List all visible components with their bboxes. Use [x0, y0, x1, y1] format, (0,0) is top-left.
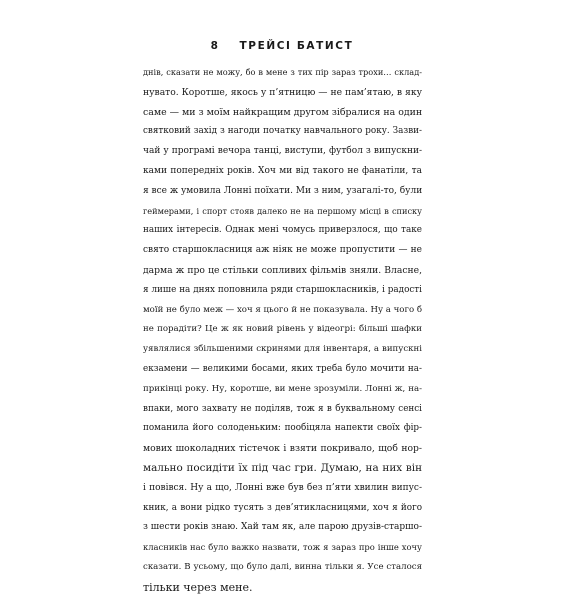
text-line: мових шоколадних тістечок і взяти покривало, щоб нор-: [143, 443, 422, 455]
text-line: поманила його солоденьким: пообіцяла напекти своїх фір-: [143, 423, 422, 434]
running-head: [0, 40, 564, 52]
text-line: впаки, мого захвату не поділяв, тож я в буквальному сенсі: [143, 403, 422, 414]
text-line: і повівся. Ну а що, Лонні вже був без п’яти хвилин випус-: [143, 482, 422, 493]
text-line: з шести років знаю. Хай там як, але парою друзів-старшо-: [143, 522, 422, 533]
page-number: 8: [210, 40, 220, 52]
text-line: сказати. В усьому, що було далі, винна тільки я. Усе сталося: [143, 561, 422, 572]
text-line: свято старшокласниця аж ніяк не може пропустити — не: [143, 245, 422, 256]
text-line: класників нас було важко назвати, тож я зараз про інше хочу: [143, 542, 422, 553]
text-line: днів, сказати не можу, бо в мене з тих пір зараз трохи… склад-: [143, 67, 422, 77]
text-line: кник, а вони рідко тусять з дев’ятикласницями, хоч я його: [143, 502, 422, 513]
text-line: ками попередніх років. Хоч ми від такого не фанатіли, та: [143, 165, 422, 176]
text-line: моїй не було меж — хоч я цього й не показувала. Ну а чого б: [143, 304, 423, 315]
text-line: не порадіти? Це ж як новий рівень у відеогрі: більші шафки: [143, 324, 422, 335]
text-line: уявлялися збільшеними скринями для інвентаря, а випускні: [143, 344, 422, 355]
text-line: мально посидіти їх під час гри. Думаю, на них він: [143, 461, 422, 474]
text-line: саме — ми з моїм найкращим другом зібралися на один: [143, 106, 423, 118]
author-name: ТРЕЙСІ БАТИСТ: [239, 40, 354, 52]
text-line: прикінці року. Ну, коротше, ви мене зрозуміли. Лонні ж, на-: [143, 383, 422, 394]
text-line: дарма ж про це стільки сопливих фільмів зняли. Власне,: [143, 264, 422, 276]
text-line: тільки через мене.: [143, 580, 253, 594]
text-line: нувато. Коротше, якось у п’ятницю — не пам’ятаю, в яку: [143, 86, 422, 98]
text-line: чай у програмі вечора танці, виступи, футбол з випускни-: [143, 146, 422, 157]
text-line: геймерами, і спорт стояв далеко не на першому місці в списку: [143, 205, 422, 216]
body-text: [143, 63, 422, 598]
text-line: я все ж умовила Лонні поїхати. Ми з ним, узагалі-то, були: [143, 185, 423, 196]
text-line: екзамени — великими босами, яких треба було мочити на-: [143, 363, 422, 374]
text-line: наших інтересів. Однак мені чомусь приверзлося, що таке: [143, 225, 422, 236]
text-line: я лише на днях поповнила ряди старшокласників, і радості: [143, 284, 422, 295]
text-line: святковий захід з нагоди початку навчального року. Зазви-: [143, 126, 422, 137]
